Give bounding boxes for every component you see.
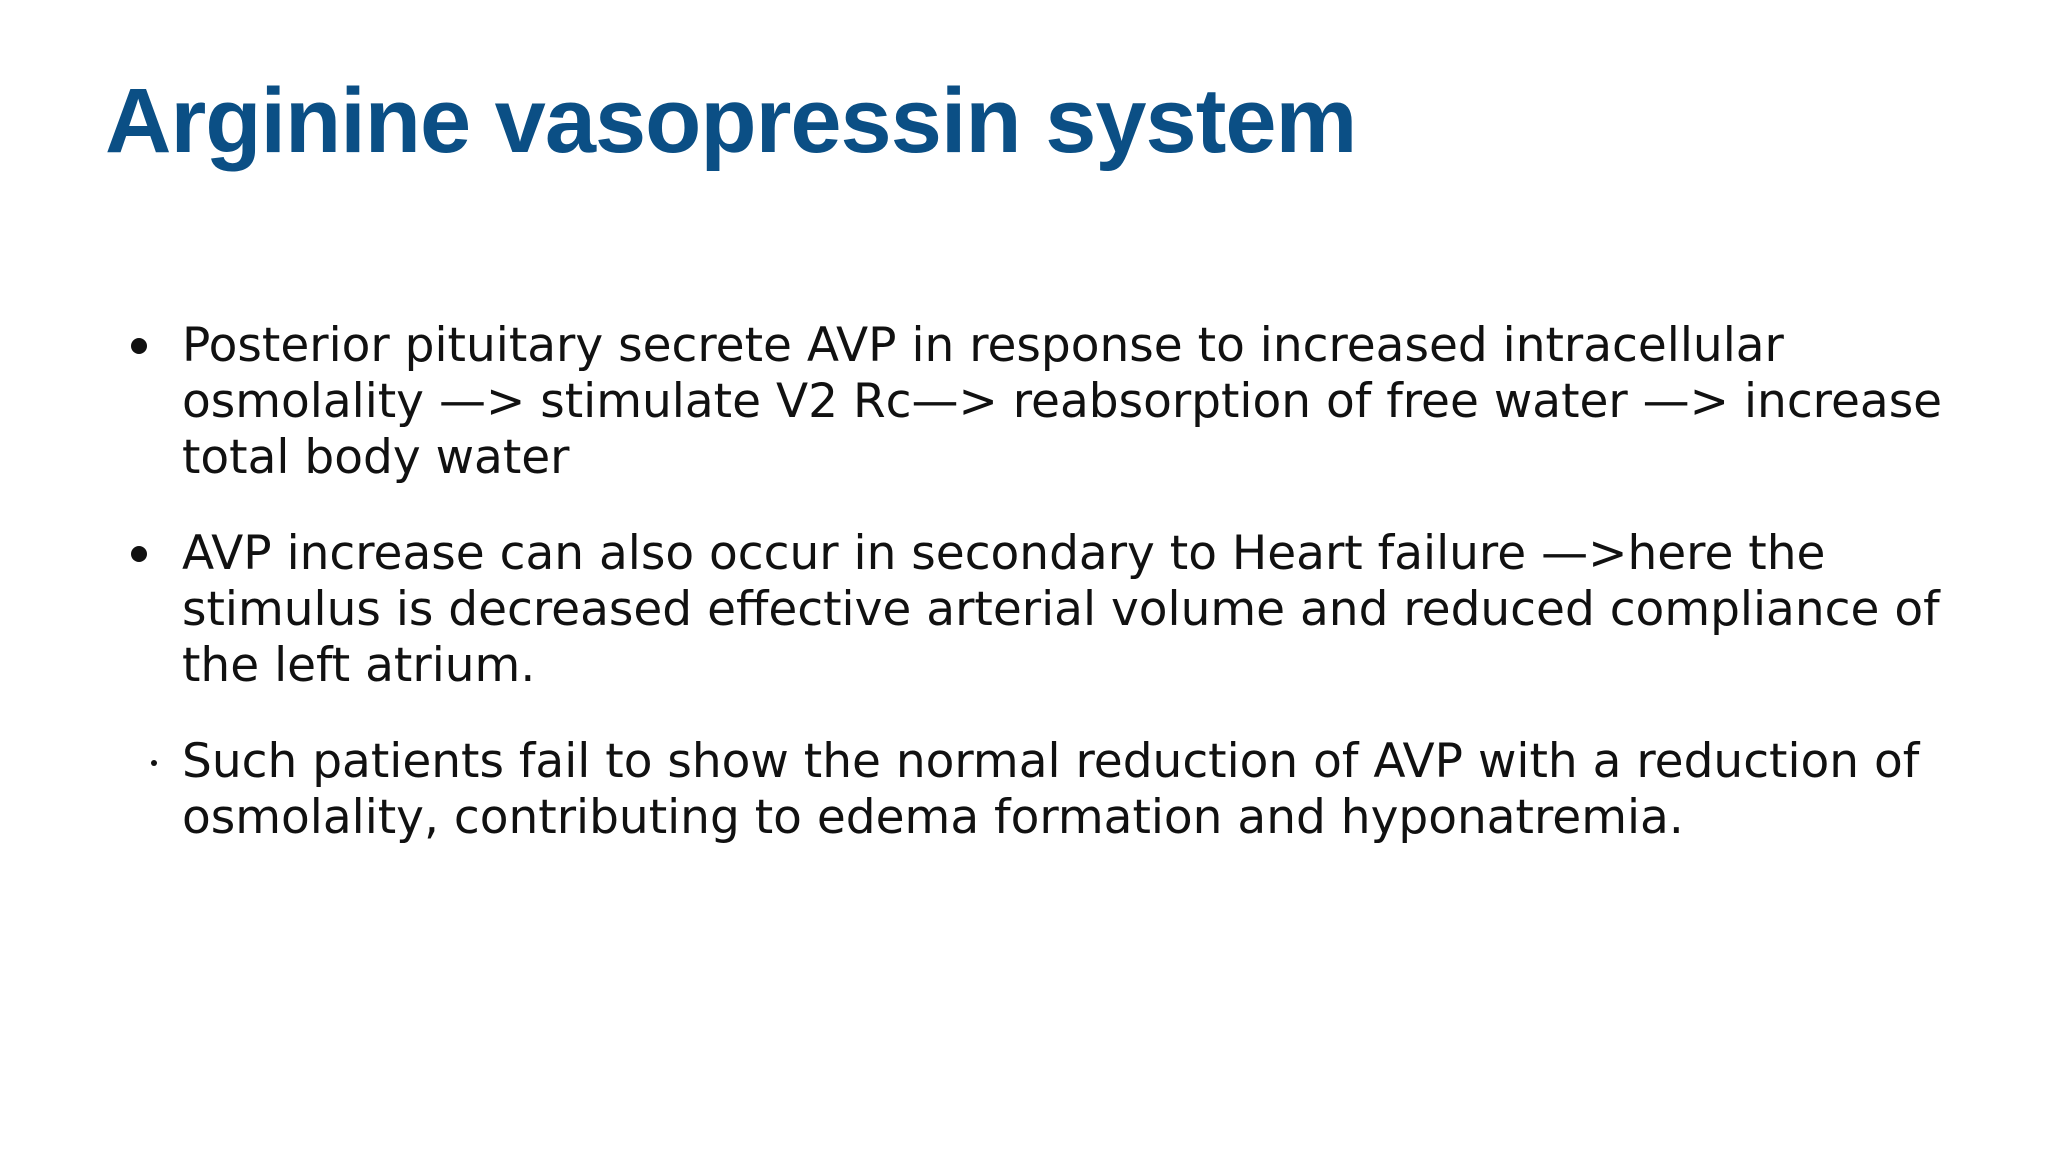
bullet-text: Such patients fail to show the normal reduction of AVP with a reduction of osmolality, contributing to edema formation and hyponatremia. [182, 734, 1920, 845]
bullet-list [0, 318, 2048, 846]
small-bullet-dot-icon [151, 760, 157, 766]
bullet-item [0, 526, 2048, 694]
bullet-text: Posterior pituitary secrete AVP in response to increased intracellular osmolality —> stimulate V2 Rc—> reabsorption of free water —> increase total body water [182, 318, 1943, 485]
bullet-text: AVP increase can also occur in secondary to Heart failure —>here the stimulus is decreased effective arterial volume and reduced compliance of the left atrium. [182, 526, 1940, 693]
bullet-item [0, 734, 2048, 846]
bullet-dot-icon [131, 546, 147, 562]
slide-title: Arginine vasopressin system [105, 70, 1357, 172]
bullet-item [0, 318, 2048, 486]
bullet-dot-icon [131, 338, 147, 354]
